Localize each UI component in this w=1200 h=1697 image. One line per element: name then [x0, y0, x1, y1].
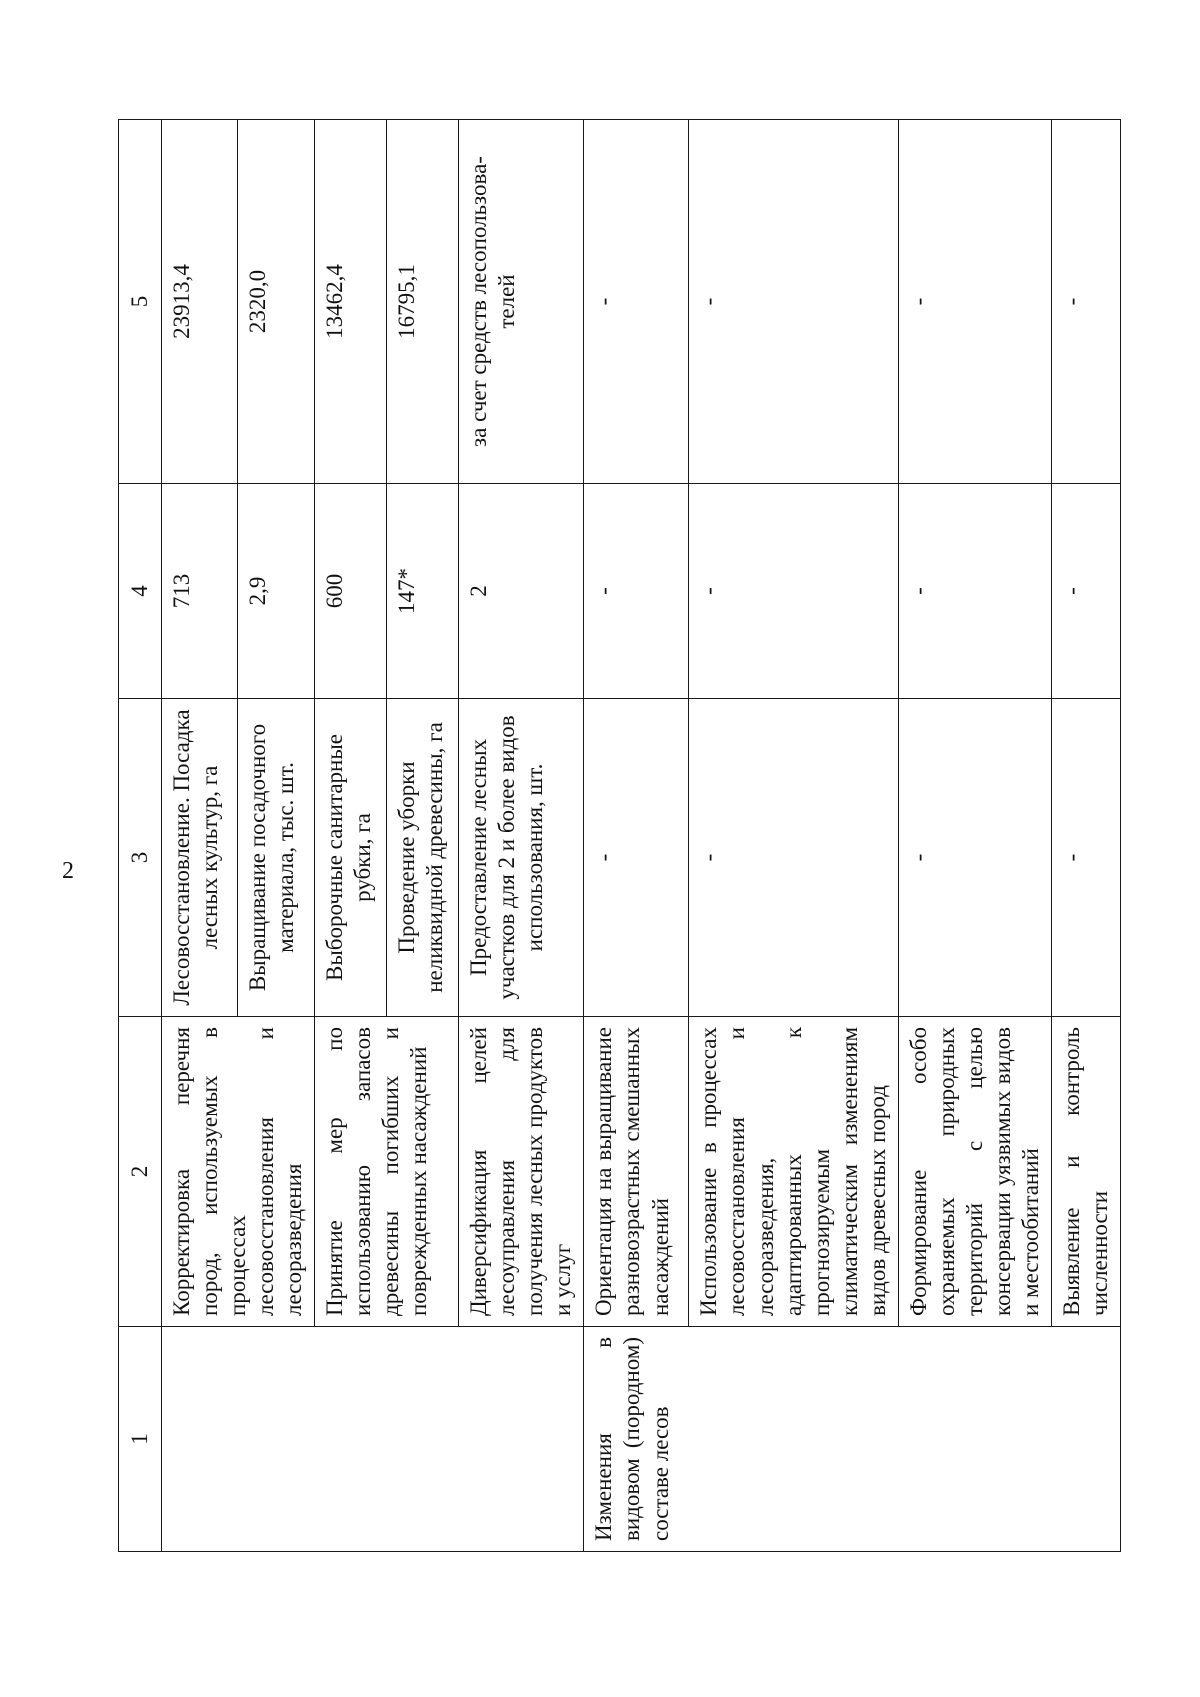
measure-cell: Диверсификация целей лесоуправления для получения лесных продуктов и услуг	[459, 1017, 584, 1327]
indicator-cell: -	[689, 699, 898, 1017]
table-row	[162, 120, 238, 1552]
measure-cell: Принятие мер по использованию запасов древесины погибших и поврежденных насаждений	[315, 1017, 459, 1327]
indicator-cell: -	[584, 699, 689, 1017]
header-col-3: 3	[119, 699, 162, 1017]
indicator-cell: Предоставление лесных участков для 2 и более видов использования, шт.	[459, 699, 584, 1017]
value-cell: -	[898, 484, 1051, 699]
measure-cell: Формирование особо охраняемых природных территорий с целью консервации уязвимых видов и местообитаний	[898, 1017, 1051, 1327]
header-col-1: 1	[119, 1327, 162, 1552]
indicator-cell: Выборочные санитарные рубки, га	[315, 699, 387, 1017]
measures-table	[118, 119, 1121, 1552]
value-cell: 713	[162, 484, 238, 699]
cost-cell: 23913,4	[162, 120, 238, 484]
indicator-cell: Проведение уборки неликвидной древесины, га	[387, 699, 459, 1017]
value-cell: -	[584, 484, 689, 699]
cost-cell: -	[898, 120, 1051, 484]
measure-cell: Ориентация на выращивание разновозрастных смешанных насаждений	[584, 1017, 689, 1327]
indicator-cell: Лесовосстановление. Посадка лесных культур, га	[162, 699, 238, 1017]
cost-cell: 13462,4	[315, 120, 387, 484]
value-cell: 600	[315, 484, 387, 699]
header-col-5: 5	[119, 120, 162, 484]
indicator-cell: -	[898, 699, 1051, 1017]
measure-cell: Выявление и контроль численности	[1051, 1017, 1120, 1327]
rotated-table-wrapper	[118, 120, 1113, 1552]
header-col-2: 2	[119, 1017, 162, 1327]
cost-cell: -	[1051, 120, 1120, 484]
header-col-4: 4	[119, 484, 162, 699]
indicator-cell: Выращивание посадочного материала, тыс. шт.	[237, 699, 315, 1017]
cost-cell: 16795,1	[387, 120, 459, 484]
cost-cell: -	[689, 120, 898, 484]
cost-cell: 2320,0	[237, 120, 315, 484]
measure-cell: Использование в процессах лесовосстановления и лесоразведения, адаптированных к прогнозируемым климатическим изменениям видов древесных пород	[689, 1017, 898, 1327]
value-cell: 2	[459, 484, 584, 699]
header-row	[119, 120, 162, 1552]
indicator-cell: -	[1051, 699, 1120, 1017]
measure-cell: Корректировка перечня пород, используемых в процессах лесовосстановления и лесоразведения	[162, 1017, 315, 1327]
value-cell: -	[689, 484, 898, 699]
value-cell: -	[1051, 484, 1120, 699]
page-number: 2	[62, 858, 74, 884]
cost-cell: за счет средств лесопользова-телей	[459, 120, 584, 484]
impact-category-cell: Изменения в видовом (породном) составе лесов	[584, 1327, 1121, 1552]
value-cell: 147*	[387, 484, 459, 699]
value-cell: 2,9	[237, 484, 315, 699]
cost-cell: -	[584, 120, 689, 484]
section-1-cell	[162, 1327, 584, 1552]
table-row	[584, 120, 689, 1552]
